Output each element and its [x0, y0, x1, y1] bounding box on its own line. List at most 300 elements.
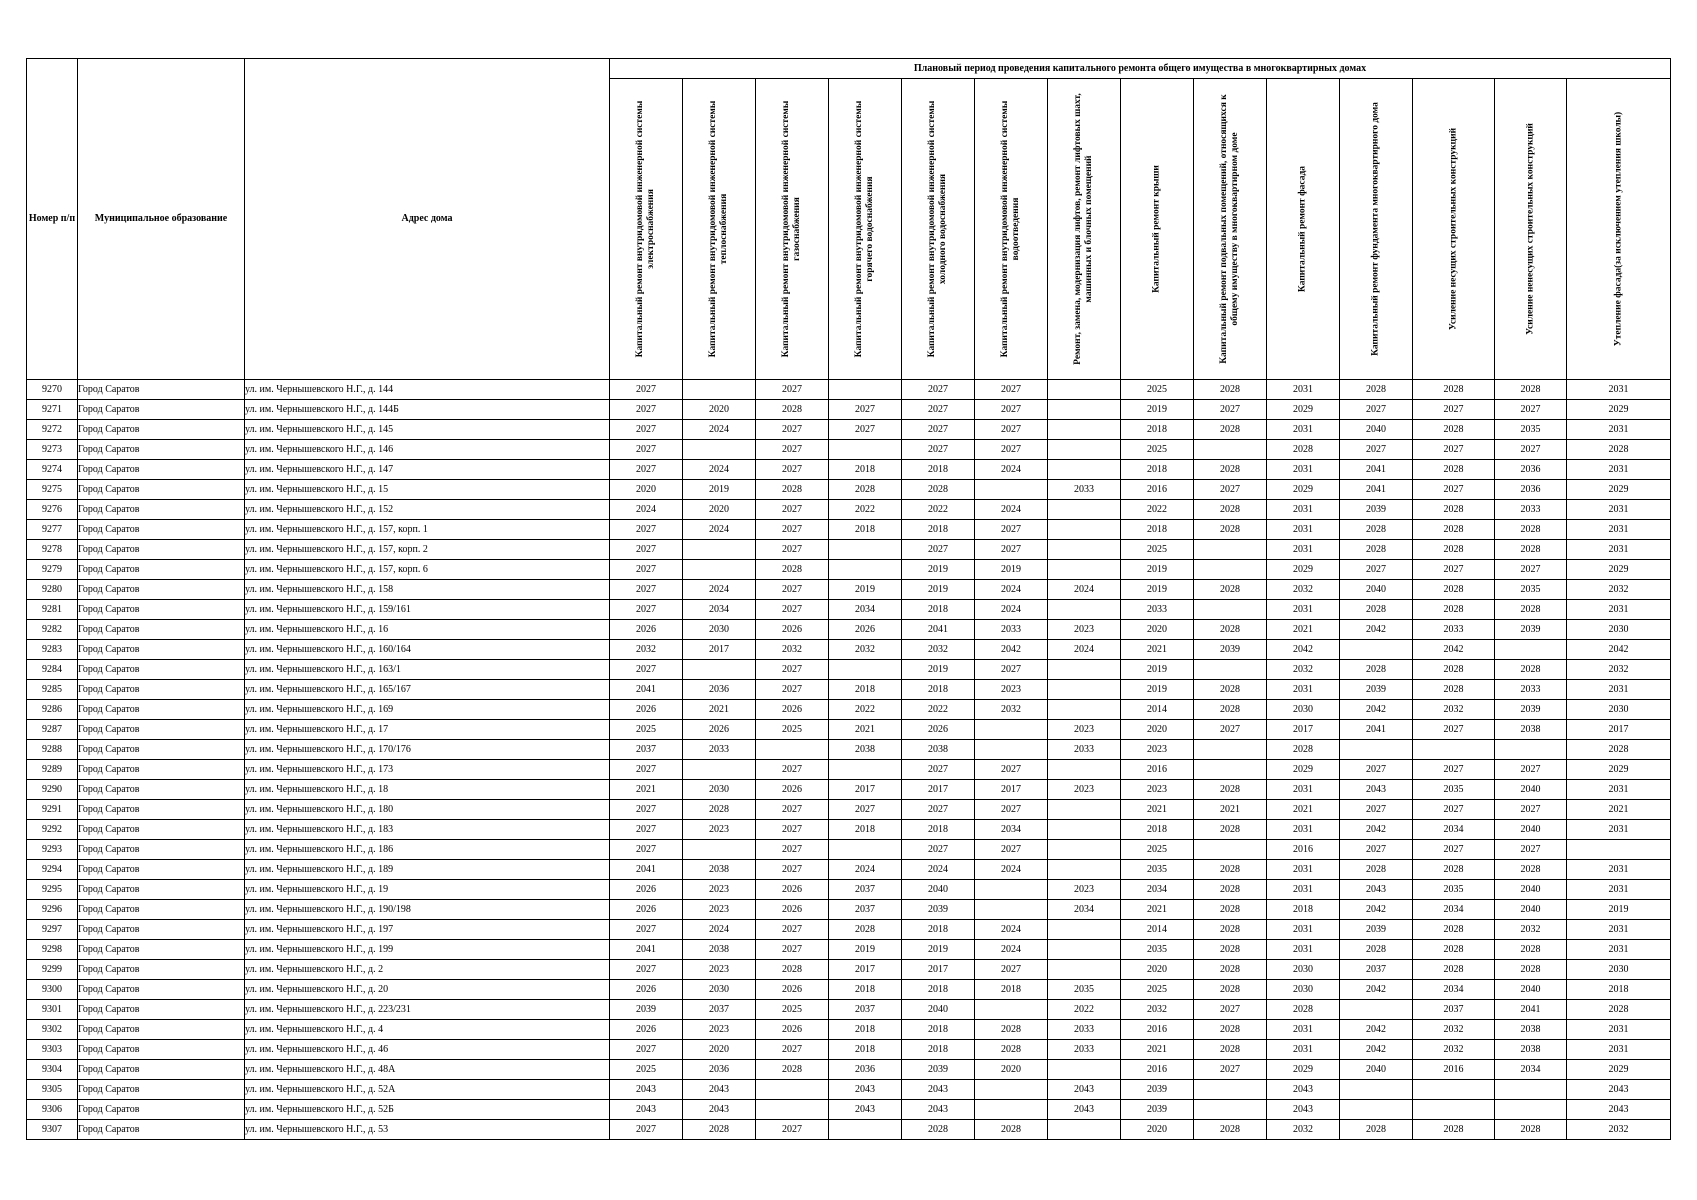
municipality-cell: Город Саратов — [78, 600, 245, 620]
year-cell: 2026 — [756, 1020, 829, 1040]
year-cell — [1048, 420, 1121, 440]
year-cell: 2024 — [829, 860, 902, 880]
year-cell: 2027 — [902, 380, 975, 400]
year-cell: 2016 — [1121, 1060, 1194, 1080]
header-col-foundation: Капитальный ремонт фундамента многоквартирного дома — [1340, 79, 1413, 380]
year-cell: 2030 — [1567, 700, 1671, 720]
year-cell: 2030 — [1267, 700, 1340, 720]
table-row — [27, 500, 1671, 520]
year-cell: 2024 — [683, 420, 756, 440]
year-cell — [683, 560, 756, 580]
year-cell: 2024 — [683, 520, 756, 540]
year-cell: 2028 — [1267, 740, 1340, 760]
year-cell: 2040 — [1340, 580, 1413, 600]
year-cell: 2032 — [1413, 1020, 1495, 1040]
address-cell: ул. им. Чернышевского Н.Г., д. 169 — [245, 700, 610, 720]
table-row — [27, 600, 1671, 620]
year-cell: 2031 — [1567, 460, 1671, 480]
year-cell: 2029 — [1567, 1060, 1671, 1080]
year-cell: 2028 — [1413, 660, 1495, 680]
year-cell: 2027 — [1495, 760, 1567, 780]
row-number: 9297 — [27, 920, 78, 940]
year-cell: 2043 — [683, 1080, 756, 1100]
year-cell: 2019 — [1121, 680, 1194, 700]
year-cell: 2031 — [1567, 880, 1671, 900]
year-cell — [1048, 540, 1121, 560]
year-cell: 2030 — [1567, 620, 1671, 640]
year-cell: 2017 — [902, 780, 975, 800]
year-cell: 2019 — [902, 940, 975, 960]
table-row — [27, 1060, 1671, 1080]
year-cell: 2041 — [1340, 480, 1413, 500]
year-cell: 2018 — [975, 980, 1048, 1000]
year-cell: 2028 — [1413, 1120, 1495, 1140]
year-cell: 2027 — [610, 380, 683, 400]
year-cell: 2023 — [1048, 620, 1121, 640]
row-number: 9277 — [27, 520, 78, 540]
year-cell: 2031 — [1267, 680, 1340, 700]
year-cell: 2028 — [1495, 960, 1567, 980]
year-cell: 2042 — [1340, 820, 1413, 840]
year-cell: 2031 — [1567, 520, 1671, 540]
year-cell: 2019 — [902, 560, 975, 580]
year-cell: 2027 — [756, 1120, 829, 1140]
year-cell: 2029 — [1567, 560, 1671, 580]
year-cell: 2023 — [1048, 880, 1121, 900]
year-cell: 2028 — [902, 1120, 975, 1140]
address-cell: ул. им. Чернышевского Н.Г., д. 183 — [245, 820, 610, 840]
table-row — [27, 660, 1671, 680]
year-cell: 2025 — [1121, 540, 1194, 560]
year-cell: 2028 — [902, 480, 975, 500]
year-cell: 2023 — [1048, 720, 1121, 740]
year-cell: 2041 — [610, 940, 683, 960]
year-cell — [1048, 600, 1121, 620]
year-cell: 2028 — [683, 1120, 756, 1140]
year-cell: 2019 — [1121, 560, 1194, 580]
municipality-cell: Город Саратов — [78, 1020, 245, 1040]
year-cell: 2031 — [1567, 940, 1671, 960]
address-cell: ул. им. Чернышевского Н.Г., д. 190/198 — [245, 900, 610, 920]
municipality-cell: Город Саратов — [78, 960, 245, 980]
year-cell: 2018 — [1121, 820, 1194, 840]
year-cell: 2028 — [975, 1020, 1048, 1040]
address-cell: ул. им. Чернышевского Н.Г., д. 15 — [245, 480, 610, 500]
year-cell — [1048, 820, 1121, 840]
year-cell: 2020 — [975, 1060, 1048, 1080]
year-cell: 2020 — [1121, 960, 1194, 980]
municipality-cell: Город Саратов — [78, 880, 245, 900]
year-cell: 2027 — [1495, 400, 1567, 420]
address-cell: ул. им. Чернышевского Н.Г., д. 223/231 — [245, 1000, 610, 1020]
year-cell: 2026 — [902, 720, 975, 740]
year-cell: 2043 — [902, 1080, 975, 1100]
year-cell: 2020 — [683, 400, 756, 420]
year-cell: 2027 — [610, 1040, 683, 1060]
year-cell: 2028 — [1194, 500, 1267, 520]
year-cell: 2043 — [610, 1100, 683, 1120]
year-cell: 2032 — [1495, 920, 1567, 940]
year-cell: 2027 — [610, 460, 683, 480]
table-row — [27, 700, 1671, 720]
address-cell: ул. им. Чернышевского Н.Г., д. 144Б — [245, 400, 610, 420]
table-row — [27, 900, 1671, 920]
year-cell: 2039 — [1121, 1080, 1194, 1100]
year-cell: 2039 — [1121, 1100, 1194, 1120]
year-cell: 2026 — [610, 1020, 683, 1040]
year-cell — [1048, 960, 1121, 980]
year-cell: 2026 — [829, 620, 902, 640]
year-cell: 2025 — [756, 720, 829, 740]
year-cell: 2029 — [1267, 760, 1340, 780]
year-cell: 2035 — [1495, 580, 1567, 600]
year-cell: 2027 — [756, 860, 829, 880]
year-cell: 2027 — [1194, 400, 1267, 420]
year-cell: 2024 — [902, 860, 975, 880]
year-cell: 2020 — [683, 1040, 756, 1060]
year-cell: 2040 — [1495, 820, 1567, 840]
year-cell: 2031 — [1267, 920, 1340, 940]
year-cell: 2026 — [610, 620, 683, 640]
year-cell — [1495, 740, 1567, 760]
year-cell: 2027 — [902, 840, 975, 860]
address-cell: ул. им. Чернышевского Н.Г., д. 18 — [245, 780, 610, 800]
year-cell: 2027 — [1340, 760, 1413, 780]
year-cell: 2033 — [1413, 620, 1495, 640]
year-cell — [975, 900, 1048, 920]
table-row — [27, 680, 1671, 700]
year-cell: 2027 — [756, 800, 829, 820]
year-cell: 2028 — [1194, 580, 1267, 600]
year-cell: 2030 — [1267, 960, 1340, 980]
year-cell: 2035 — [1413, 880, 1495, 900]
year-cell: 2043 — [1340, 780, 1413, 800]
row-number: 9299 — [27, 960, 78, 980]
year-cell: 2018 — [829, 520, 902, 540]
year-cell: 2028 — [1413, 580, 1495, 600]
year-cell: 2043 — [902, 1100, 975, 1120]
municipality-cell: Город Саратов — [78, 740, 245, 760]
year-cell: 2028 — [1413, 500, 1495, 520]
year-cell: 2027 — [1340, 560, 1413, 580]
year-cell — [1194, 600, 1267, 620]
year-cell: 2027 — [902, 760, 975, 780]
municipality-cell: Город Саратов — [78, 620, 245, 640]
year-cell — [683, 380, 756, 400]
year-cell: 2027 — [975, 960, 1048, 980]
year-cell: 2027 — [610, 540, 683, 560]
year-cell: 2040 — [1495, 980, 1567, 1000]
table-row — [27, 860, 1671, 880]
year-cell: 2018 — [1121, 520, 1194, 540]
year-cell: 2018 — [829, 460, 902, 480]
year-cell: 2021 — [610, 780, 683, 800]
municipality-cell: Город Саратов — [78, 1100, 245, 1120]
year-cell: 2042 — [1413, 640, 1495, 660]
municipality-cell: Город Саратов — [78, 540, 245, 560]
year-cell: 2032 — [1267, 1120, 1340, 1140]
year-cell: 2028 — [1495, 660, 1567, 680]
year-cell: 2034 — [975, 820, 1048, 840]
year-cell — [1048, 520, 1121, 540]
address-cell: ул. им. Чернышевского Н.Г., д. 186 — [245, 840, 610, 860]
year-cell: 2032 — [1567, 660, 1671, 680]
year-cell — [683, 760, 756, 780]
year-cell: 2023 — [683, 820, 756, 840]
year-cell: 2026 — [756, 620, 829, 640]
year-cell: 2038 — [683, 940, 756, 960]
year-cell: 2043 — [1048, 1100, 1121, 1120]
year-cell: 2020 — [1121, 620, 1194, 640]
year-cell: 2031 — [1567, 380, 1671, 400]
year-cell: 2026 — [756, 900, 829, 920]
year-cell: 2037 — [829, 880, 902, 900]
year-cell: 2027 — [756, 540, 829, 560]
year-cell: 2027 — [975, 400, 1048, 420]
year-cell: 2031 — [1567, 780, 1671, 800]
table-row — [27, 820, 1671, 840]
year-cell: 2027 — [1413, 440, 1495, 460]
year-cell: 2027 — [829, 420, 902, 440]
year-cell: 2035 — [1495, 420, 1567, 440]
header-col-facade-insulation: Утепление фасада(за исключением утепления школы) — [1567, 79, 1671, 380]
year-cell: 2028 — [1194, 680, 1267, 700]
year-cell: 2031 — [1267, 1040, 1340, 1060]
year-cell: 2031 — [1267, 420, 1340, 440]
year-cell — [975, 1000, 1048, 1020]
year-cell — [756, 1100, 829, 1120]
year-cell: 2028 — [1413, 920, 1495, 940]
year-cell: 2030 — [683, 780, 756, 800]
table-row — [27, 1040, 1671, 1060]
municipality-cell: Город Саратов — [78, 460, 245, 480]
year-cell: 2027 — [829, 400, 902, 420]
year-cell: 2037 — [683, 1000, 756, 1020]
year-cell — [683, 660, 756, 680]
year-cell: 2017 — [1267, 720, 1340, 740]
address-cell: ул. им. Чернышевского Н.Г., д. 180 — [245, 800, 610, 820]
year-cell: 2026 — [756, 880, 829, 900]
year-cell: 2023 — [683, 960, 756, 980]
year-cell: 2027 — [610, 820, 683, 840]
municipality-cell: Город Саратов — [78, 720, 245, 740]
year-cell: 2028 — [1495, 600, 1567, 620]
year-cell: 2028 — [756, 960, 829, 980]
year-cell: 2027 — [975, 520, 1048, 540]
municipality-cell: Город Саратов — [78, 840, 245, 860]
row-number: 9280 — [27, 580, 78, 600]
header-address: Адрес дома — [245, 59, 610, 380]
row-number: 9293 — [27, 840, 78, 860]
year-cell: 2031 — [1267, 940, 1340, 960]
row-number: 9306 — [27, 1100, 78, 1120]
address-cell: ул. им. Чернышевского Н.Г., д. 189 — [245, 860, 610, 880]
year-cell: 2028 — [1267, 1000, 1340, 1020]
year-cell: 2016 — [1121, 760, 1194, 780]
row-number: 9271 — [27, 400, 78, 420]
year-cell: 2027 — [610, 840, 683, 860]
year-cell: 2028 — [1194, 860, 1267, 880]
year-cell: 2031 — [1267, 500, 1340, 520]
year-cell: 2028 — [756, 1060, 829, 1080]
year-cell: 2024 — [975, 460, 1048, 480]
year-cell: 2028 — [1340, 540, 1413, 560]
table-row — [27, 740, 1671, 760]
municipality-cell: Город Саратов — [78, 440, 245, 460]
year-cell: 2027 — [1413, 560, 1495, 580]
year-cell: 2028 — [1413, 460, 1495, 480]
year-cell: 2041 — [902, 620, 975, 640]
row-number: 9290 — [27, 780, 78, 800]
year-cell: 2024 — [610, 500, 683, 520]
municipality-cell: Город Саратов — [78, 700, 245, 720]
year-cell: 2027 — [610, 760, 683, 780]
year-cell: 2029 — [1567, 760, 1671, 780]
year-cell: 2023 — [975, 680, 1048, 700]
year-cell: 2018 — [902, 600, 975, 620]
year-cell — [829, 440, 902, 460]
year-cell: 2033 — [1048, 480, 1121, 500]
year-cell: 2027 — [975, 840, 1048, 860]
year-cell: 2035 — [1413, 780, 1495, 800]
year-cell: 2043 — [1340, 880, 1413, 900]
year-cell: 2018 — [1121, 420, 1194, 440]
year-cell: 2028 — [1194, 780, 1267, 800]
year-cell: 2027 — [756, 820, 829, 840]
year-cell: 2025 — [1121, 980, 1194, 1000]
year-cell: 2028 — [1567, 440, 1671, 460]
address-cell: ул. им. Чернышевского Н.Г., д. 48А — [245, 1060, 610, 1080]
year-cell: 2027 — [975, 660, 1048, 680]
municipality-cell: Город Саратов — [78, 380, 245, 400]
header-col-drainage: Капитальный ремонт внутридомовой инженерной системы водоотведения — [975, 79, 1048, 380]
year-cell: 2031 — [1567, 860, 1671, 880]
table-row — [27, 1100, 1671, 1120]
year-cell: 2023 — [683, 900, 756, 920]
year-cell: 2039 — [1340, 680, 1413, 700]
municipality-cell: Город Саратов — [78, 420, 245, 440]
address-cell: ул. им. Чернышевского Н.Г., д. 159/161 — [245, 600, 610, 620]
year-cell: 2037 — [1340, 960, 1413, 980]
year-cell: 2040 — [902, 1000, 975, 1020]
year-cell: 2014 — [1121, 920, 1194, 940]
year-cell: 2024 — [975, 940, 1048, 960]
year-cell: 2028 — [1340, 860, 1413, 880]
year-cell: 2027 — [1495, 440, 1567, 460]
address-cell: ул. им. Чернышевского Н.Г., д. 46 — [245, 1040, 610, 1060]
year-cell: 2027 — [1413, 720, 1495, 740]
year-cell: 2033 — [1495, 500, 1567, 520]
year-cell: 2036 — [683, 1060, 756, 1080]
year-cell: 2028 — [756, 480, 829, 500]
address-cell: ул. им. Чернышевского Н.Г., д. 4 — [245, 1020, 610, 1040]
year-cell: 2019 — [829, 580, 902, 600]
year-cell — [829, 660, 902, 680]
year-cell — [829, 380, 902, 400]
address-cell: ул. им. Чернышевского Н.Г., д. 145 — [245, 420, 610, 440]
year-cell: 2020 — [1121, 1120, 1194, 1140]
year-cell: 2021 — [1267, 620, 1340, 640]
year-cell: 2032 — [902, 640, 975, 660]
row-number: 9295 — [27, 880, 78, 900]
year-cell: 2024 — [975, 600, 1048, 620]
year-cell: 2026 — [756, 700, 829, 720]
municipality-cell: Город Саратов — [78, 1120, 245, 1140]
year-cell: 2031 — [1267, 780, 1340, 800]
year-cell — [1194, 440, 1267, 460]
year-cell: 2019 — [1121, 580, 1194, 600]
year-cell: 2017 — [829, 960, 902, 980]
year-cell: 2038 — [902, 740, 975, 760]
year-cell: 2027 — [756, 500, 829, 520]
year-cell: 2031 — [1567, 920, 1671, 940]
row-number: 9302 — [27, 1020, 78, 1040]
year-cell: 2027 — [1413, 840, 1495, 860]
year-cell: 2019 — [902, 660, 975, 680]
year-cell: 2014 — [1121, 700, 1194, 720]
year-cell: 2028 — [1194, 1020, 1267, 1040]
year-cell: 2028 — [1194, 420, 1267, 440]
year-cell: 2027 — [975, 800, 1048, 820]
year-cell — [829, 560, 902, 580]
year-cell: 2028 — [1567, 740, 1671, 760]
year-cell: 2027 — [756, 420, 829, 440]
year-cell: 2021 — [1121, 1040, 1194, 1060]
year-cell: 2027 — [610, 400, 683, 420]
year-cell: 2027 — [902, 540, 975, 560]
municipality-cell: Город Саратов — [78, 520, 245, 540]
year-cell: 2024 — [683, 920, 756, 940]
year-cell — [1048, 800, 1121, 820]
year-cell: 2037 — [610, 740, 683, 760]
year-cell — [1048, 1120, 1121, 1140]
year-cell — [1048, 940, 1121, 960]
header-planned-period: Плановый период проведения капитального ремонта общего имущества в многоквартирных домах — [610, 59, 1671, 79]
year-cell: 2027 — [756, 760, 829, 780]
address-cell: ул. им. Чернышевского Н.Г., д. 160/164 — [245, 640, 610, 660]
year-cell: 2031 — [1567, 1020, 1671, 1040]
year-cell: 2023 — [683, 880, 756, 900]
year-cell: 2041 — [610, 860, 683, 880]
row-number: 9301 — [27, 1000, 78, 1020]
year-cell — [1048, 460, 1121, 480]
header-col-electricity: Капитальный ремонт внутридомовой инженерной системы электроснабжения — [610, 79, 683, 380]
year-cell: 2031 — [1567, 1040, 1671, 1060]
year-cell: 2023 — [1121, 780, 1194, 800]
year-cell: 2027 — [975, 540, 1048, 560]
year-cell: 2031 — [1267, 540, 1340, 560]
year-cell: 2028 — [756, 560, 829, 580]
address-cell: ул. им. Чернышевского Н.Г., д. 19 — [245, 880, 610, 900]
year-cell: 2032 — [1121, 1000, 1194, 1020]
table-row — [27, 960, 1671, 980]
year-cell: 2029 — [1567, 480, 1671, 500]
year-cell: 2027 — [610, 520, 683, 540]
table-row — [27, 1120, 1671, 1140]
year-cell: 2027 — [902, 800, 975, 820]
year-cell: 2029 — [1267, 1060, 1340, 1080]
year-cell: 2031 — [1267, 1020, 1340, 1040]
year-cell: 2028 — [1194, 1040, 1267, 1060]
year-cell: 2018 — [902, 980, 975, 1000]
year-cell: 2028 — [1413, 420, 1495, 440]
table-row — [27, 420, 1671, 440]
row-number: 9298 — [27, 940, 78, 960]
municipality-cell: Город Саратов — [78, 940, 245, 960]
municipality-cell: Город Саратов — [78, 480, 245, 500]
year-cell: 2027 — [756, 940, 829, 960]
year-cell — [829, 1120, 902, 1140]
